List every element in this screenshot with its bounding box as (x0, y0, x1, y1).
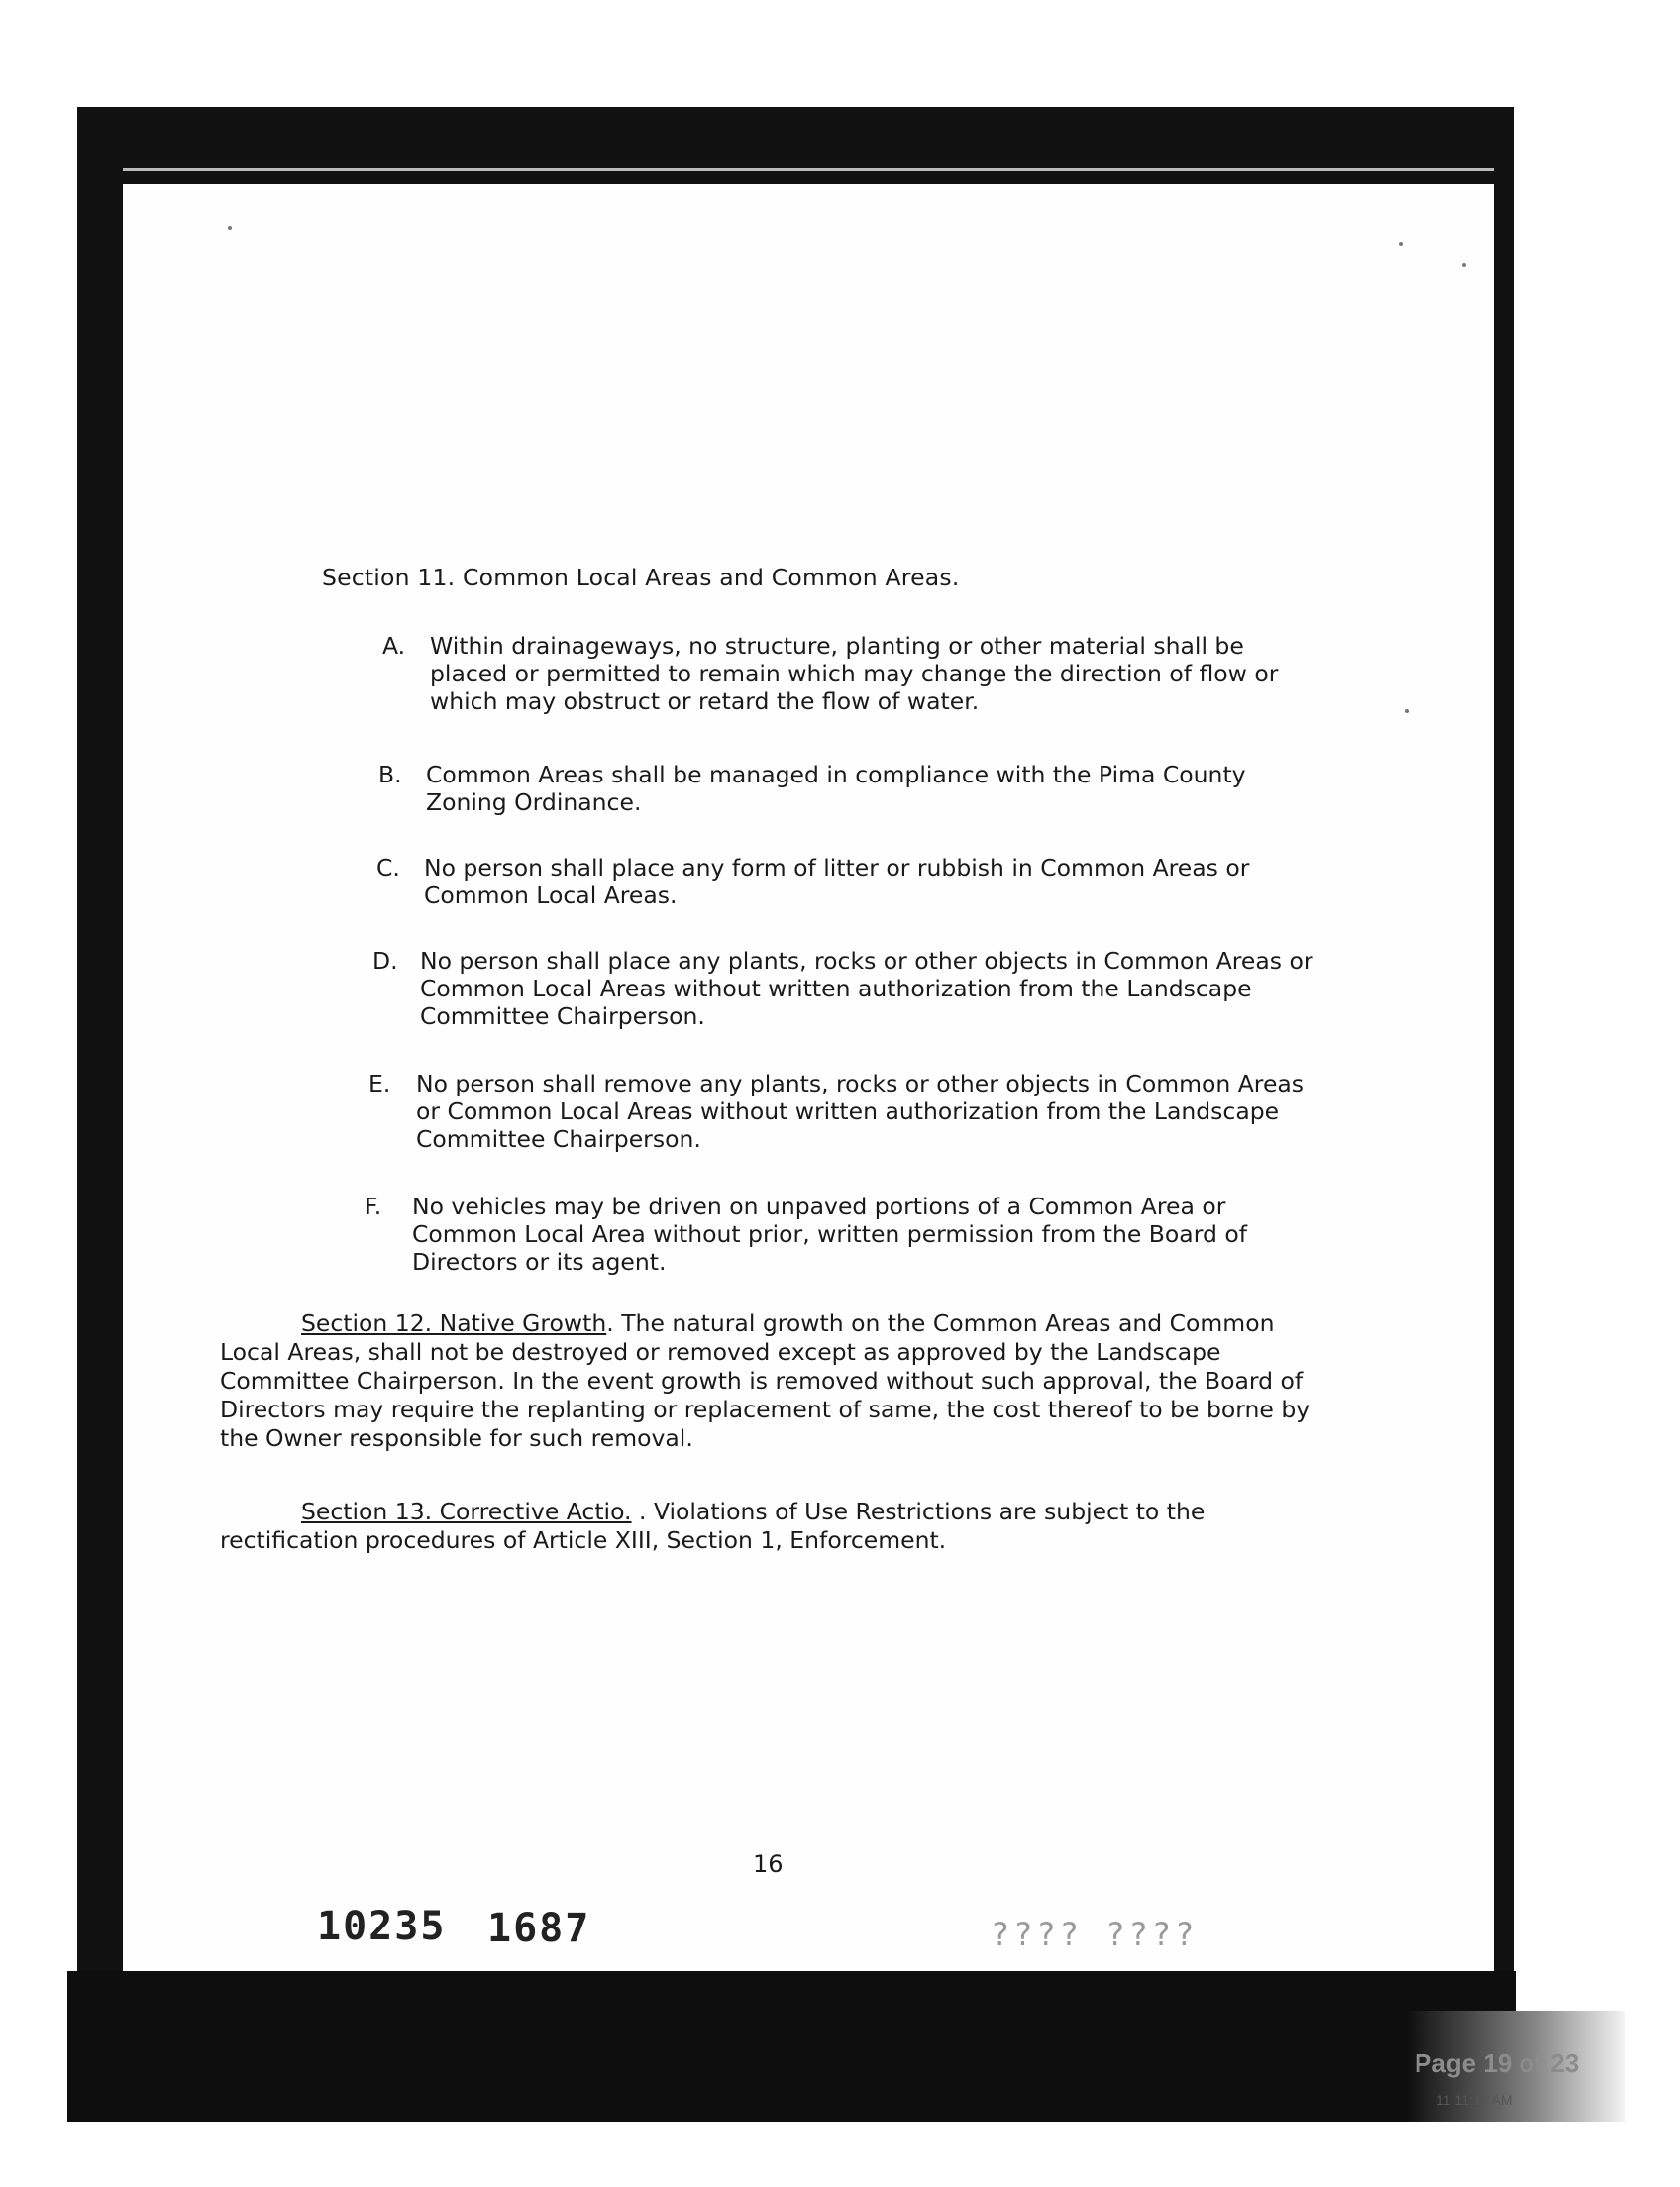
list-item-letter: F. (365, 1193, 382, 1220)
list-item-text: No person shall remove any plants, rocks or other objects in Common Areas or Common Local Areas without written authorization from the Landscape Committee Chairperson. (416, 1070, 1305, 1153)
list-item-letter: A. (382, 632, 406, 660)
scan-speck (1399, 242, 1403, 246)
scan-border-bottom (67, 1971, 1516, 2122)
list-item-letter: C. (376, 854, 400, 882)
section-13-title: Section 13. Corrective Actio. (301, 1498, 632, 1525)
list-item-text: Within drainageways, no structure, planting or other material shall be placed or permitted to remain which may change the direction of flow or which may obstruct or retard the flow of water. (430, 632, 1279, 715)
list-item-text: Common Areas shall be managed in compliance with the Pima County Zoning Ordinance. (426, 761, 1246, 816)
section-11-heading: Section 11. Common Local Areas and Common Areas. (322, 564, 960, 591)
section-13-text: . Violations of Use Restrictions are subject to the rectification procedures of Article XIII, Section 1, Enforcement. (220, 1498, 1206, 1554)
recording-stamp-page: 1687 (487, 1906, 591, 1951)
faded-stamp: ???? ???? (991, 1916, 1199, 1953)
list-item-letter: B. (378, 761, 402, 788)
page-number: 16 (753, 1850, 784, 1878)
recording-stamp-docket: 10235 (317, 1904, 447, 1949)
list-item-letter: E. (368, 1070, 391, 1097)
scan-border-top (77, 107, 1514, 184)
section-12-title: Section 12. Native Growth (301, 1309, 607, 1337)
scan-border-left (77, 107, 123, 2009)
list-item-letter: D. (372, 947, 398, 975)
section-12-paragraph (220, 1309, 1339, 1453)
list-item-text: No person shall place any form of litter or rubbish in Common Areas or Common Local Areas. (424, 854, 1250, 909)
section-13-paragraph (220, 1498, 1339, 1555)
scan-speck (1462, 263, 1466, 267)
list-item-text: No person shall place any plants, rocks or other objects in Common Areas or Common Local Areas without written authorization from the Landscape Committee Chairperson. (420, 947, 1313, 1030)
print-timestamp: 11 11:16 AM (1436, 2092, 1513, 2108)
scan-speck (228, 226, 232, 230)
section-12-text: . The natural growth on the Common Areas and Common Local Areas, shall not be destroyed or removed except as approved by the Landscape Committee Chairperson. In the event growth is removed without such approval, the Board of Directors may require the replanting or replacement of same, the cost thereof to be borne by the Owner responsible for such removal. (220, 1309, 1311, 1452)
page-counter: Page 19 of 23 (1415, 2048, 1580, 2078)
scan-border-right (1494, 107, 1514, 2009)
scan-speck (1405, 709, 1409, 713)
list-item-text: No vehicles may be driven on unpaved portions of a Common Area or Common Local Area without prior, written permission from the Board of Directors or its agent. (412, 1193, 1247, 1276)
